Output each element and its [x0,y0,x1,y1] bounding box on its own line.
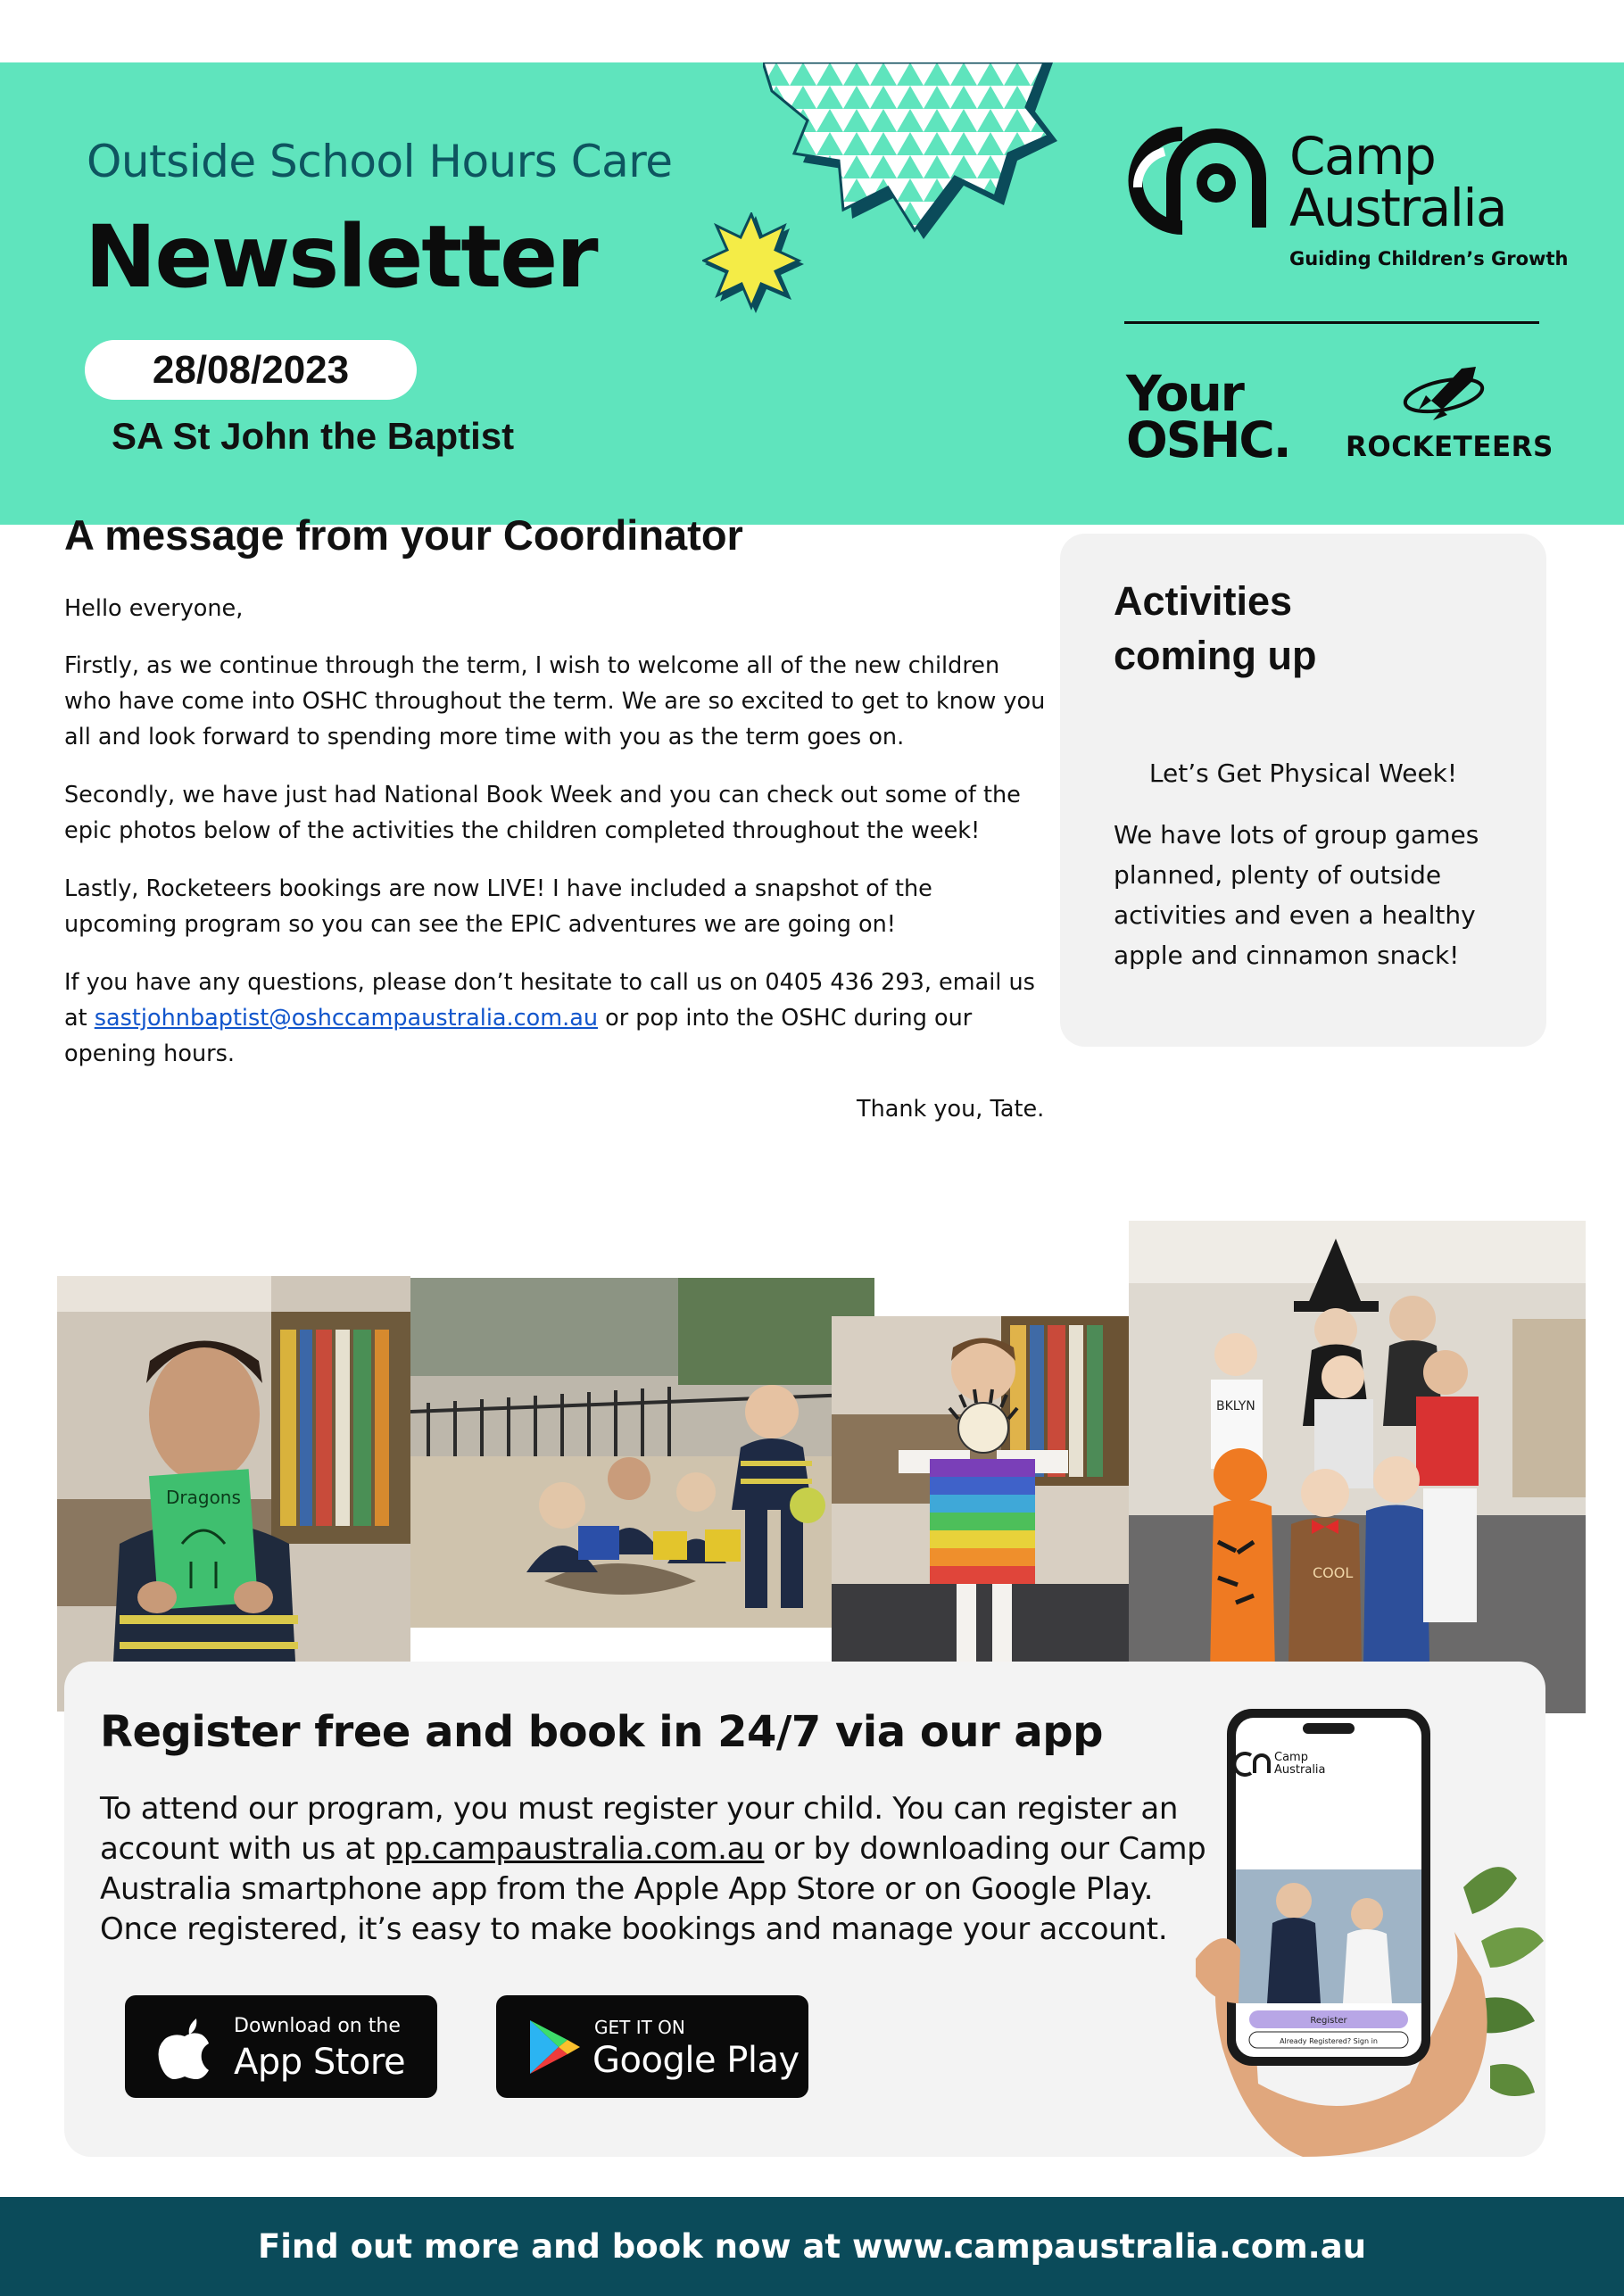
shirt-text: BKLYN [1216,1399,1255,1413]
app-store-button[interactable] [125,1995,437,2098]
photo-boy-with-book [57,1276,410,1712]
activities-heading: Activities coming up [1114,578,1317,678]
school-name: SA St John the Baptist [112,415,515,457]
phone-brand-line1: Camp [1274,1751,1308,1764]
activities-description: We have lots of group games planned, plenty of outside activities and even a healthy apple and cinnamon snack! [1114,820,1479,970]
signoff: Thank you, Tate. [857,1096,1045,1123]
paragraph-welcome: Firstly, as we continue through the term, I wish to welcome all of the new children who have come into OSHC throughout the term. We are so excited to get to know you all and look forward to spending more time with you as the term goes on. [64,652,1046,750]
paragraph-rocketeers: Lastly, Rocketeers bookings are now LIVE! I have included a snapshot of the upcoming program so you can see the EPIC adventures we are going on! [64,875,932,938]
footer-text[interactable]: Find out more and book now at www.campaustralia.com.au [257,2227,1367,2266]
triangle-star-icon [763,62,1066,250]
camp-australia-logo-icon [1120,125,1285,236]
google-play-big-text: Google Play [592,2040,800,2081]
phone-brand-line2: Australia [1274,1763,1326,1777]
your-oshc-logo: Your OSHC. [1126,365,1290,468]
paragraph-contact: If you have any questions, please don’t hesitate to call us on 0405 436 293, email us at sastjohnbaptist@oshccampaustralia.com.au or pop into the OSHC during our opening hours. [64,969,1035,1067]
book-title-text: Dragons [166,1487,241,1508]
photo-kids-outdoors [410,1278,874,1628]
camp-australia-logo-text: Camp Australia [1289,126,1507,238]
photo-costume-group [1129,1221,1586,1713]
sun-burst-icon [702,212,805,315]
rocketeers-logo-text: ROCKETEERS [1346,431,1554,463]
activities-panel [1060,534,1546,1047]
email-link[interactable]: sastjohnbaptist@oshccampaustralia.com.au [94,1005,598,1032]
phone-signin-text: Already Registered? Sign in [1280,2037,1378,2045]
phone-register-button: Register [1310,2016,1347,2026]
costume-cool-text: COOL [1313,1564,1354,1581]
activities-subtitle: Let’s Get Physical Week! [1148,758,1458,788]
register-link[interactable]: pp.campaustralia.com.au [384,1831,765,1867]
coordinator-message [64,591,1046,1094]
paragraph-book-week: Secondly, we have just had National Book Week and you can check out some of the epic photos below of the activities the children completed throughout the week! [64,782,1021,844]
camp-australia-tagline: Guiding Children’s Growth [1289,248,1569,269]
google-play-icon [528,2018,582,2076]
date-badge: 28/08/2023 [85,340,417,400]
app-store-small-text: Download on the [234,2015,401,2037]
apple-icon [157,2015,212,2079]
page-title: Newsletter [85,207,597,307]
register-description: To attend our program, you must register your child. You can register an account with us at pp.campaustralia.com.au or by downloading our Camp Australia smartphone app from the Apple App Store or on Google Play. Once registered, it’s easy to make bookings and manage your account. [100,1791,1206,1947]
google-play-small-text: GET IT ON [594,2017,685,2038]
photo-boy-with-art [832,1316,1135,1713]
phone-in-hand-illustration [1196,1709,1545,2157]
rocket-icon [1399,363,1488,424]
logo-divider [1124,321,1539,324]
header-kicker: Outside School Hours Care [87,136,673,187]
footer-bar [0,2197,1624,2296]
coordinator-heading: A message from your Coordinator [64,511,743,559]
google-play-button[interactable] [496,1995,808,2098]
greeting: Hello everyone, [64,595,244,622]
register-heading: Register free and book in 24/7 via our app [100,1707,1103,1757]
rainbow-drawing [930,1459,1035,1584]
app-store-big-text: App Store [234,2042,406,2083]
